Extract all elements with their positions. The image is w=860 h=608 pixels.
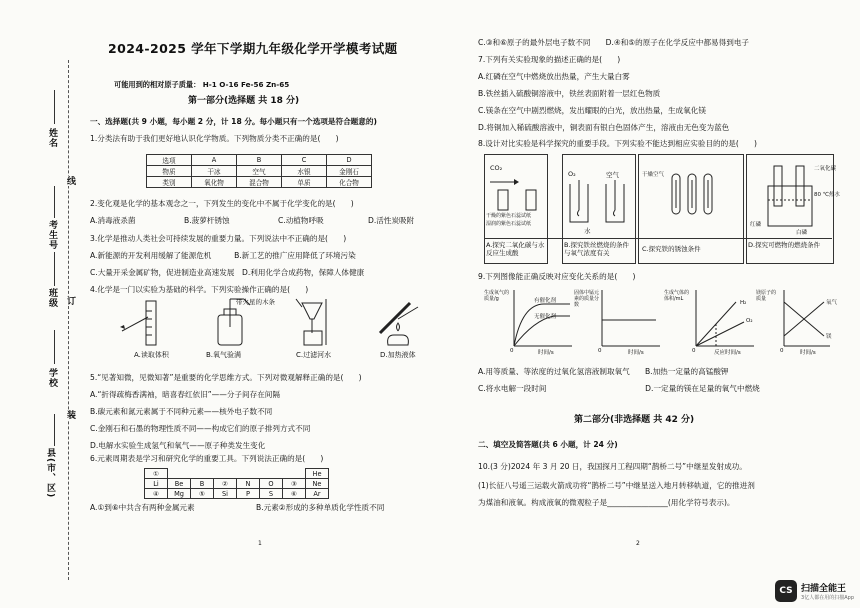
- question-2: 2.变化观是化学的基本观念之一，下列发生的变化中不属于化学变化的是( ): [90, 199, 354, 208]
- q5-option-c: C.金刚石和石墨的物理性质不同——构成它们的原子排列方式不同: [90, 424, 311, 433]
- part1-heading: 第一部分(选择题 共 18 分): [188, 96, 300, 106]
- q9-d-ylabel: 镁原子的质量: [756, 290, 777, 302]
- q2-option-c: C.动植物呼吸: [278, 216, 324, 225]
- q6-option-b: B.元素②形成的多种单质化学性质不同: [256, 503, 385, 512]
- camscanner-logo-icon: CS: [775, 580, 797, 602]
- q1-cell: 混合物: [237, 177, 282, 188]
- question-6: 6.元素周期表是学习和研究化学的重要工具。下列说法正确的是( ): [90, 454, 324, 463]
- q10-part1: (1)长征八号遥三运载火箭成功将“鹊桥二号”中继星送入地月转移轨道，它的推进剂: [478, 481, 755, 490]
- class-blank: [54, 252, 55, 286]
- question-5: 5.“见著知微，见微知著”是重要的化学思维方式。下列对微观解释正确的是( ): [90, 373, 362, 382]
- name-blank: [54, 90, 55, 124]
- q1-cell: D: [327, 155, 372, 166]
- q9-c-h2: H₂: [740, 300, 747, 306]
- q8-caption-d: D.探究可燃物的燃烧条件: [748, 241, 821, 249]
- pt-cell: S: [260, 489, 283, 499]
- q5-option-a: A.“折得疏梅香满袖，暗喜春红依旧”——分子间存在间隔: [90, 390, 280, 399]
- pt-cell: ⑤: [191, 489, 214, 499]
- q9-c-xlabel: 反应时间/s: [714, 350, 741, 356]
- q2-option-d: D.活性炭吸附: [368, 216, 415, 225]
- q9-a-catalyst: 有催化剂: [534, 298, 557, 304]
- q1-cell: C: [282, 155, 327, 166]
- question-1: 1.分类法有助于我们更好地认识化学物质。下列物质分类不正确的是( ): [90, 134, 339, 143]
- q1-cell: 空气: [237, 166, 282, 177]
- q9-b-xlabel: 时间/s: [628, 350, 644, 356]
- q8-caption-divider: [484, 238, 832, 239]
- camscanner-watermark: [775, 580, 854, 602]
- pt-cell: ②: [214, 479, 237, 489]
- q8-label-hot-water: 80 ℃热水: [814, 192, 840, 198]
- q5-option-d: D.电解水实验生成氢气和氧气——原子种类发生变化: [90, 441, 266, 450]
- q2-option-b: B.菠萝杆锈蚀: [184, 216, 230, 225]
- binding-margin: [0, 0, 86, 608]
- county-label: 县(市、区): [45, 448, 55, 499]
- q8-label-o2: O₂: [568, 170, 576, 178]
- q4-fig-c: C.过滤河水: [296, 351, 332, 359]
- seal-char-pack: 装: [65, 410, 75, 420]
- q8-label-wet-litmus: 湿润的紫色石蕊试纸: [486, 221, 532, 227]
- q9-c-ylabel: 生成气体的体积/mL: [664, 290, 690, 302]
- q9-d-oxygen: 氧气: [826, 300, 838, 306]
- q4-fig-d: D.加热液体: [380, 351, 416, 359]
- pt-cell: Ne: [306, 479, 329, 489]
- pt-cell: Li: [145, 479, 168, 489]
- iron-wire-flask-icon: [570, 180, 624, 222]
- q4-fig-b: B.氧气验满: [206, 351, 242, 359]
- q1-cell: 干冰: [192, 166, 237, 177]
- part2-heading: 第二部分(非选择题 共 42 分): [574, 415, 695, 425]
- watermark-app-name: 扫描全能王: [801, 584, 847, 594]
- q8-label-air: 空气: [606, 171, 619, 179]
- seal-line: [68, 60, 69, 580]
- q8-label-co2: CO₂: [490, 164, 503, 172]
- pt-cell: P: [237, 489, 260, 499]
- q8-caption-b: B.探究铁丝燃烧的条件与氧气浓度有关: [564, 241, 630, 257]
- pt-cell: Ar: [306, 489, 329, 499]
- q6-option-a: A.①到⑥中共含有两种金属元素: [90, 503, 195, 512]
- page-number-2: 2: [636, 540, 640, 547]
- q8-label-white-p: 白磷: [796, 230, 808, 236]
- school-label: 学校: [47, 368, 57, 388]
- pt-cell: Mg: [168, 489, 191, 499]
- page-number-1: 1: [258, 540, 262, 547]
- periodic-table: [144, 468, 329, 499]
- q4-figures: [118, 297, 458, 349]
- q9-b-ylabel: 固体中锰元素的质量分数: [574, 290, 600, 308]
- q7-option-a: A.红磷在空气中燃烧放出热量，产生大量白雾: [478, 72, 630, 81]
- q9-d-xlabel: 时间/s: [800, 350, 816, 356]
- q8-label-water: 水: [584, 227, 591, 235]
- q1-cell: 单质: [282, 177, 327, 188]
- q1-cell: 氧化物: [192, 177, 237, 188]
- q4-fig-a: A.读取体积: [134, 351, 169, 359]
- question-8: 8.设计对比实验是科学探究的重要手段。下列实验不能达到相应实验目的的是( ): [478, 139, 757, 148]
- seal-char-line: 线: [65, 176, 75, 186]
- q1-cell: 类别: [147, 177, 192, 188]
- q8-label-co2-gas: 二氧化碳: [814, 166, 837, 172]
- q5-option-b: B.碳元素和氮元素属于不同种元素——核外电子数不同: [90, 407, 273, 416]
- class-label: 班级: [47, 288, 57, 308]
- q1-cell: 金刚石: [327, 166, 372, 177]
- q8-label-dry-litmus: 干燥的紫色石蕊试纸: [486, 213, 532, 219]
- graph-b: [602, 290, 660, 346]
- county-blank: [54, 414, 55, 446]
- q7-option-c: C.镁条在空气中剧烈燃烧，发出耀眼的白光，放出热量，生成氧化镁: [478, 106, 706, 115]
- q9-d-origin: 0: [780, 348, 784, 354]
- filter-funnel-icon: [296, 299, 326, 345]
- alcohol-lamp-icon: [380, 303, 418, 345]
- co2-arrow-icon: [490, 179, 536, 210]
- pt-cell: B: [191, 479, 214, 489]
- test-tube-rust-icon: [672, 174, 712, 214]
- q9-option-ab: A.用等质量、等浓度的过氧化氢溶液制取氧气 B.加热一定量的高锰酸钾: [478, 367, 729, 376]
- q3-line-ab: A.新能源的开发利用缓解了能源危机 B.新工艺的推广应用降低了环境污染: [90, 251, 356, 260]
- pt-cell: ③: [283, 479, 306, 489]
- watermark-tagline: 3亿人都在用的扫描App: [801, 595, 854, 601]
- q9-b-origin: 0: [598, 348, 602, 354]
- school-blank: [54, 330, 55, 364]
- q6-option-cd: C.③和⑥原子的最外层电子数不同 D.④和⑤的原子在化学反应中都易得到电子: [478, 38, 750, 47]
- beaker-phosphorus-icon: [768, 166, 812, 226]
- pt-cell: O: [260, 479, 283, 489]
- pt-cell: ①: [145, 469, 168, 479]
- q8-caption-a: A.探究二氧化碳与水反应生成酸: [486, 241, 545, 257]
- pt-gap: [168, 469, 306, 479]
- q1-cell: A: [192, 155, 237, 166]
- section1-heading: 一、选择题(共 9 小题，每小题 2 分，计 18 分。每小题只有一个选项是符合题意的): [90, 117, 377, 126]
- question-3: 3.化学是推动人类社会可持续发展的重要力量。下列说法中不正确的是( ): [90, 234, 347, 243]
- q9-a-xlabel: 时间/s: [538, 350, 554, 356]
- atomic-masses: 可能用到的相对原子质量： H-1 O-16 Fe-56 Zn-65: [114, 80, 290, 89]
- question-10: 10.(3 分)2024 年 3 月 20 日，我国探月工程四期“鹊桥二号”中继星发射成功。: [478, 462, 747, 471]
- q9-a-origin: 0: [510, 348, 514, 354]
- seal-char-bind: 订: [65, 296, 75, 306]
- q9-c-o2: O₂: [746, 318, 753, 324]
- pt-cell: Si: [214, 489, 237, 499]
- q9-c-origin: 0: [692, 348, 696, 354]
- pt-cell: Be: [168, 479, 191, 489]
- q1-table: [146, 154, 372, 188]
- graduated-cylinder-icon: [120, 301, 156, 345]
- q8-label-red-p: 红磷: [750, 222, 762, 228]
- question-4: 4.化学是一门以实验为基础的科学。下列实验操作正确的是( ): [90, 285, 309, 294]
- q7-option-d: D.将铜加入稀硫酸溶液中，铜表面有银白色固体产生，溶液由无色变为蓝色: [478, 123, 730, 132]
- q7-option-b: B.铁丝插入硫酸铜溶液中，铁丝表面附着一层红色物质: [478, 89, 661, 98]
- q1-cell: 选项: [147, 155, 192, 166]
- pt-cell: ⑥: [283, 489, 306, 499]
- q9-a-ylabel: 生成氧气的质量/g: [484, 290, 510, 302]
- watermark-text: [801, 581, 854, 601]
- exam-title: 2024-2025 学年下学期九年级化学开学模考试题: [108, 41, 398, 56]
- q8-label-dry-air: 干燥空气: [642, 172, 665, 178]
- q3-line-cd: C.大量开采金属矿物，促进制造业高速发展 D.利用化学合成药物，保障人体健康: [90, 268, 365, 277]
- pt-cell: ④: [145, 489, 168, 499]
- question-9: 9.下列图像能正确反映对应变化关系的是( ): [478, 272, 636, 281]
- q1-cell: 水银: [282, 166, 327, 177]
- graph-d: [784, 290, 830, 346]
- exam-no-blank: [54, 186, 55, 218]
- pt-cell: N: [237, 479, 260, 489]
- question-7: 7.下列有关实验现象的描述正确的是( ): [478, 55, 621, 64]
- section2-heading: 二、填空及简答题(共 6 小题，计 24 分): [478, 440, 618, 449]
- q1-cell: B: [237, 155, 282, 166]
- q4-fig-label: 带火星的木条: [236, 298, 275, 306]
- q9-d-mg: 镁: [826, 334, 832, 340]
- q1-cell: 化合物: [327, 177, 372, 188]
- q1-cell: 物质: [147, 166, 192, 177]
- exam-no-label: 考生号: [47, 220, 57, 250]
- name-label: 姓名: [47, 128, 57, 148]
- q9-option-cd: C.将水电解一段时间 D.一定量的镁在足量的氧气中燃烧: [478, 384, 760, 393]
- q2-option-a: A.消毒液杀菌: [90, 216, 136, 225]
- pt-cell: He: [306, 469, 329, 479]
- q10-part1-cont: 为煤油和液氧。构成液氧的微观粒子是________________(用化学符号表示)。: [478, 498, 735, 507]
- q8-caption-c: C.探究铁的锈蚀条件: [642, 245, 701, 253]
- q9-a-no-catalyst: 无催化剂: [534, 314, 557, 320]
